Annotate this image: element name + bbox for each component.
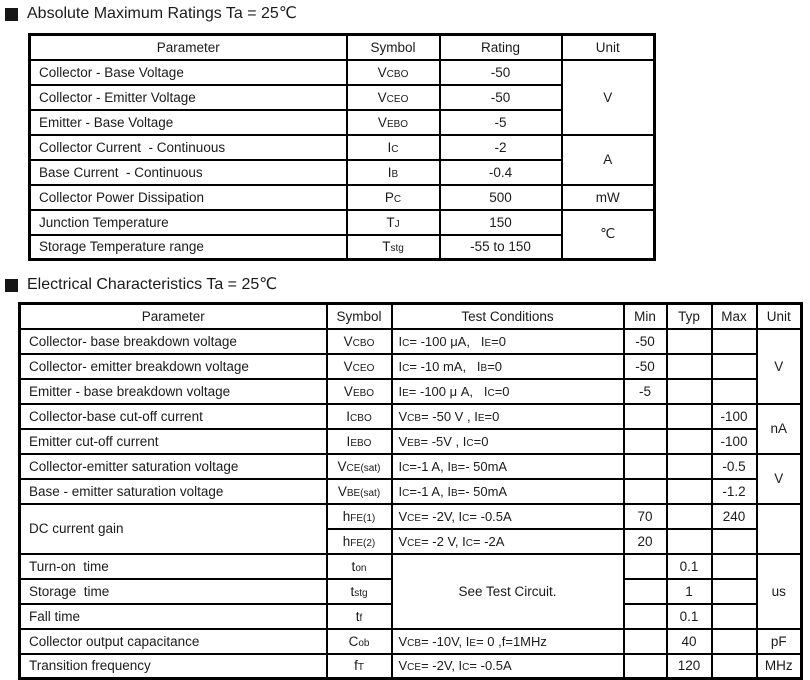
subscript: EB <box>407 437 421 449</box>
subscript: B <box>391 168 399 180</box>
min-cell <box>624 654 667 679</box>
absolute-maximum-ratings-table <box>28 33 656 261</box>
section-title-text: Absolute Maximum Ratings Ta = 25℃ <box>27 5 297 22</box>
rating-cell: -5 <box>440 110 562 135</box>
param-cell: Collector - Base Voltage <box>30 60 347 85</box>
subscript: CB <box>407 637 422 649</box>
subscript: C <box>402 487 410 499</box>
min-cell <box>624 554 667 579</box>
param-cell: Storage time <box>20 579 327 604</box>
param-cell: Base - emitter saturation voltage <box>20 479 327 504</box>
col-header-symbol: Symbol <box>327 304 392 329</box>
typ-cell <box>667 504 712 529</box>
min-cell <box>624 604 667 629</box>
table-row <box>30 210 655 235</box>
param-cell: Junction Temperature <box>30 210 347 235</box>
header-row <box>20 304 802 329</box>
min-cell <box>624 429 667 454</box>
subscript: CE <box>407 662 422 674</box>
typ-cell <box>667 379 712 404</box>
table-row <box>30 110 655 135</box>
subscript: C <box>393 193 402 205</box>
min-cell: 20 <box>624 529 667 554</box>
table-row <box>30 185 655 210</box>
subscript: stg <box>354 587 368 599</box>
param-cell: Collector- base breakdown voltage <box>20 329 327 354</box>
typ-cell: 0.1 <box>667 604 712 629</box>
param-cell: Emitter cut-off current <box>20 429 327 454</box>
subscript: C <box>402 337 410 349</box>
table-row <box>20 654 802 679</box>
subscript: CB <box>407 412 422 424</box>
col-header-parameter: Parameter <box>20 304 327 329</box>
col-header-typ: Typ <box>667 304 712 329</box>
unit-cell <box>757 504 802 554</box>
symbol-cell: hFE(1) <box>327 504 392 529</box>
table-row <box>20 629 802 654</box>
subscript: EBO <box>352 387 375 399</box>
min-cell <box>624 579 667 604</box>
subscript: f <box>359 612 363 624</box>
unit-cell: mW <box>562 185 655 210</box>
subscript: T <box>357 662 364 674</box>
subscript: CEO <box>352 362 375 374</box>
cond-cell: IC= -10 mA, IB=0 <box>392 354 624 379</box>
symbol-cell: PC <box>347 185 440 210</box>
col-header-rating: Rating <box>440 35 562 60</box>
subscript: C <box>391 143 399 155</box>
subscript: BE(sat) <box>346 487 381 499</box>
subscript: FE(1) <box>350 512 376 524</box>
rating-cell: -55 to 150 <box>440 235 562 260</box>
min-cell: 70 <box>624 504 667 529</box>
symbol-cell: VEBO <box>327 379 392 404</box>
subscript: ob <box>358 637 370 649</box>
table-row <box>20 479 802 504</box>
param-cell: Collector - Emitter Voltage <box>30 85 347 110</box>
unit-cell: pF <box>757 629 802 654</box>
param-cell: Emitter - base breakdown voltage <box>20 379 327 404</box>
max-cell <box>712 354 757 379</box>
table-row <box>20 454 802 479</box>
param-cell: Fall time <box>20 604 327 629</box>
section-bullet-icon <box>5 8 18 21</box>
max-cell <box>712 629 757 654</box>
min-cell: -50 <box>624 354 667 379</box>
cond-cell: IC=-1 A, IB=- 50mA <box>392 454 624 479</box>
subscript: E <box>402 387 409 399</box>
table-row <box>30 85 655 110</box>
max-cell <box>712 329 757 354</box>
subscript: CEO <box>386 93 409 105</box>
header-row <box>30 35 655 60</box>
subscript: CE <box>407 537 422 549</box>
symbol-cell: VCBO <box>347 60 440 85</box>
max-cell <box>712 604 757 629</box>
subscript: stg <box>390 243 404 255</box>
param-cell: Collector Power Dissipation <box>30 185 347 210</box>
param-cell: DC current gain <box>20 504 327 554</box>
max-cell: -100 <box>712 429 757 454</box>
rating-cell: 150 <box>440 210 562 235</box>
symbol-cell: tstg <box>327 579 392 604</box>
symbol-cell: ICBO <box>327 404 392 429</box>
max-cell <box>712 529 757 554</box>
symbol-cell: VCEO <box>347 85 440 110</box>
symbol-cell: VBE(sat) <box>327 479 392 504</box>
symbol-cell: fT <box>327 654 392 679</box>
param-cell: Emitter - Base Voltage <box>30 110 347 135</box>
col-header-max: Max <box>712 304 757 329</box>
max-cell: -0.5 <box>712 454 757 479</box>
max-cell <box>712 579 757 604</box>
symbol-cell: VEBO <box>347 110 440 135</box>
rating-cell: -0.4 <box>440 160 562 185</box>
subscript: B <box>450 487 458 499</box>
rating-cell: 500 <box>440 185 562 210</box>
subscript: B <box>480 362 488 374</box>
min-cell: -50 <box>624 329 667 354</box>
subscript: C <box>402 462 410 474</box>
subscript: CBO <box>350 412 372 424</box>
subscript: CE <box>407 512 422 524</box>
cond-cell: IE= -100 μ A, IC=0 <box>392 379 624 404</box>
max-cell <box>712 554 757 579</box>
max-cell <box>712 654 757 679</box>
unit-cell: ℃ <box>562 210 655 260</box>
unit-cell: nA <box>757 404 802 454</box>
table-row <box>20 504 802 529</box>
min-cell: -5 <box>624 379 667 404</box>
table-row <box>20 404 802 429</box>
table-row <box>20 329 802 354</box>
typ-cell <box>667 329 712 354</box>
cond-cell: IC= -100 μA, IE=0 <box>392 329 624 354</box>
col-header-min: Min <box>624 304 667 329</box>
subscript: E <box>484 337 492 349</box>
typ-cell <box>667 479 712 504</box>
subscript: C <box>462 662 470 674</box>
subscript: EBO <box>386 118 409 130</box>
table-row <box>20 554 802 579</box>
subscript: B <box>450 462 458 474</box>
max-cell <box>712 379 757 404</box>
typ-cell <box>667 429 712 454</box>
subscript: C <box>487 387 495 399</box>
max-cell: -1.2 <box>712 479 757 504</box>
symbol-cell: tf <box>327 604 392 629</box>
param-cell: Base Current - Continuous <box>30 160 347 185</box>
symbol-cell: TJ <box>347 210 440 235</box>
min-cell <box>624 629 667 654</box>
param-cell: Transition frequency <box>20 654 327 679</box>
subscript: CBO <box>352 337 375 349</box>
cond-cell: VCE= -2V, IC= -0.5A <box>392 504 624 529</box>
table-row <box>20 429 802 454</box>
section-title-electrical-characteristics <box>5 276 810 294</box>
col-header-test-conditions: Test Conditions <box>392 304 624 329</box>
param-cell: Collector- emitter breakdown voltage <box>20 354 327 379</box>
typ-cell <box>667 354 712 379</box>
subscript: EBO <box>350 437 372 449</box>
subscript: J <box>394 218 400 230</box>
subscript: CE(sat) <box>346 462 381 474</box>
cond-cell: See Test Circuit. <box>392 554 624 629</box>
symbol-cell: VCE(sat) <box>327 454 392 479</box>
typ-cell: 120 <box>667 654 712 679</box>
symbol-cell: Cob <box>327 629 392 654</box>
cond-cell: IC=-1 A, IB=- 50mA <box>392 479 624 504</box>
section-title-text: Electrical Characteristics Ta = 25℃ <box>27 276 278 293</box>
subscript: on <box>355 562 367 574</box>
symbol-cell: hFE(2) <box>327 529 392 554</box>
section-title-absolute-maximum-ratings <box>5 5 810 23</box>
max-cell: 240 <box>712 504 757 529</box>
symbol-cell: VCEO <box>327 354 392 379</box>
unit-cell: A <box>562 135 655 185</box>
param-cell: Collector-emitter saturation voltage <box>20 454 327 479</box>
min-cell <box>624 404 667 429</box>
unit-cell: V <box>562 60 655 135</box>
subscript: C <box>462 512 470 524</box>
param-cell: Turn-on time <box>20 554 327 579</box>
table-row <box>30 160 655 185</box>
unit-cell: us <box>757 554 802 629</box>
rating-cell: -2 <box>440 135 562 160</box>
subscript: E <box>477 412 485 424</box>
symbol-cell: IB <box>347 160 440 185</box>
symbol-cell: IEBO <box>327 429 392 454</box>
symbol-cell: VCBO <box>327 329 392 354</box>
subscript: E <box>469 637 477 649</box>
cond-cell: VEB= -5V , IC=0 <box>392 429 624 454</box>
col-header-symbol: Symbol <box>347 35 440 60</box>
typ-cell: 0.1 <box>667 554 712 579</box>
typ-cell: 1 <box>667 579 712 604</box>
unit-cell: V <box>757 454 802 504</box>
typ-cell: 40 <box>667 629 712 654</box>
col-header-unit: Unit <box>562 35 655 60</box>
symbol-cell: ton <box>327 554 392 579</box>
subscript: FE(2) <box>350 537 376 549</box>
subscript: C <box>465 537 474 549</box>
param-cell: Collector-base cut-off current <box>20 404 327 429</box>
table-row <box>30 135 655 160</box>
symbol-cell: IC <box>347 135 440 160</box>
symbol-cell: Tstg <box>347 235 440 260</box>
param-cell: Collector output capacitance <box>20 629 327 654</box>
cond-cell: VCE= -2 V, IC= -2A <box>392 529 624 554</box>
table-row <box>20 354 802 379</box>
rating-cell: -50 <box>440 85 562 110</box>
table-row <box>30 60 655 85</box>
cond-cell: VCB= -50 V , IE=0 <box>392 404 624 429</box>
section-bullet-icon <box>5 279 18 292</box>
max-cell: -100 <box>712 404 757 429</box>
electrical-characteristics-table <box>18 302 803 680</box>
unit-cell: V <box>757 329 802 404</box>
typ-cell <box>667 529 712 554</box>
subscript: C <box>402 362 410 374</box>
param-cell: Storage Temperature range <box>30 235 347 260</box>
rating-cell: -50 <box>440 60 562 85</box>
col-header-unit: Unit <box>757 304 802 329</box>
typ-cell <box>667 404 712 429</box>
table-row <box>20 379 802 404</box>
table-row <box>30 235 655 260</box>
unit-cell: MHz <box>757 654 802 679</box>
param-cell: Collector Current - Continuous <box>30 135 347 160</box>
subscript: C <box>466 437 474 449</box>
col-header-parameter: Parameter <box>30 35 347 60</box>
cond-cell: VCB= -10V, IE= 0 ,f=1MHz <box>392 629 624 654</box>
min-cell <box>624 479 667 504</box>
subscript: CBO <box>386 68 409 80</box>
cond-cell: VCE= -2V, IC= -0.5A <box>392 654 624 679</box>
min-cell <box>624 454 667 479</box>
typ-cell <box>667 454 712 479</box>
